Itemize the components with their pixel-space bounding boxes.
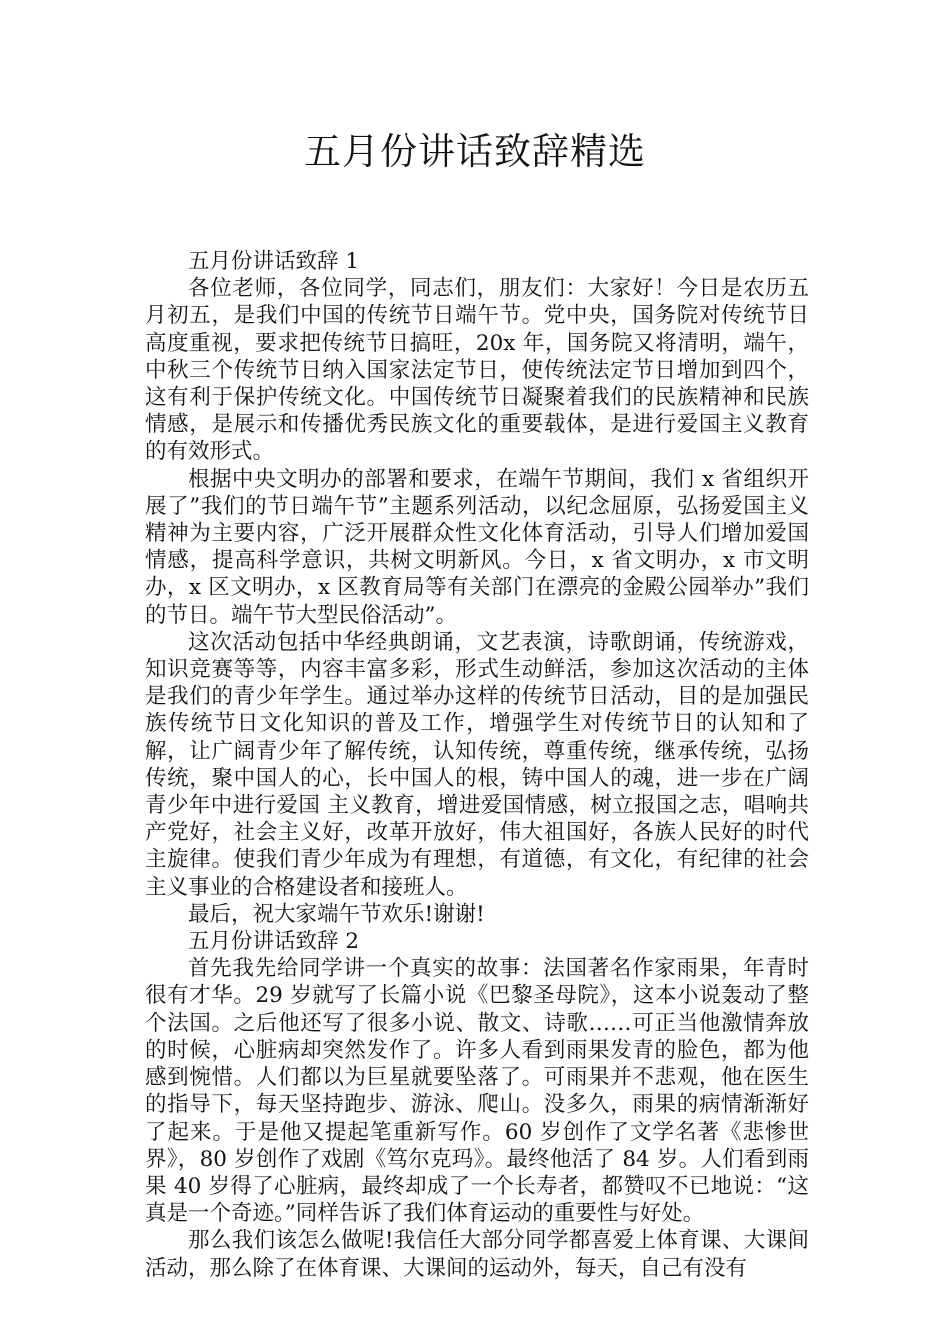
section-heading-2: 五月份讲话致辞 2	[188, 929, 360, 955]
paragraph: 这次活动包括中华经典朗诵，文艺表演，诗歌朗诵，传统游戏，知识竞赛等等，内容丰富多彩，形式生动鲜活，参加这次活动的主体是我们的青少年学生。通过举办这样的传统节日活动，目的是加强民族传统节日文化知识的普及工作，增强学生对传统节日的认知和了解，让广阔青少年了解传统，认知传统，尊重传统，继承传统，弘扬传统，聚中国人的心，长中国人的根，铸中国人的魂，进一步在广阔青少年中进行爱国 主义教育，增进爱国情感，树立报国之志，唱响共产党好，社会主义好，改革开放好，伟大祖国好，各族人民好的时代主旋律。使我们青少年成为有理想，有道德，有文化，有纪律的社会主义事业的合格建设者和接班人。	[145, 629, 809, 900]
document-title: 五月份讲话致辞精选	[304, 130, 646, 173]
closing-line: 最后，祝大家端午节欢乐!谢谢!	[188, 901, 485, 927]
document-body	[145, 248, 809, 1282]
paragraph: 根据中央文明办的部署和要求，在端午节期间，我们 x 省组织开展了”我们的节日端午节”主题系列活动，以纪念屈原，弘扬爱国主义精神为主要内容，广泛开展群众性文化体育活动，引导人们增加爱国情感，提高科学意识，共树文明新风。今日，x 省文明办，x 市文明办，x 区文明办，x 区教育局等有关部门在漂亮的金殿公园举办”我们的节日。端午节大型民俗活动”。	[145, 466, 809, 628]
section-heading-1: 五月份讲话致辞 1	[188, 249, 360, 274]
paragraph: 首先我先给同学讲一个真实的故事：法国著名作家雨果，年青时很有才华。29 岁就写了长篇小说《巴黎圣母院》，这本小说轰动了整个法国。之后他还写了很多小说、散文、诗歌……可正当他激情奔放的时候，心脏病却突然发作了。许多人看到雨果发青的脸色，都为他感到惋惜。人们都以为巨星就要坠落了。可雨果并不悲观，他在医生的指导下，每天坚持跑步、游泳、爬山。没多久，雨果的病情渐渐好了起来。于是他又提起笔重新写作。60 岁创作了文学名著《悲惨世界》，80 岁创作了戏剧《笃尔克玛》。最终他活了 84 岁。人们看到雨果 40 岁得了心脏病，最终却成了一个长寿者，都赞叹不已地说：“这真是一个奇迹。”同样告诉了我们体育运动的重要性与好处。	[145, 956, 809, 1227]
paragraph: 那么我们该怎么做呢!我信任大部分同学都喜爱上体育课、大课间活动，那么除了在体育课、大课间的运动外，每天，自己有没有	[145, 1228, 809, 1281]
paragraph: 各位老师，各位同学，同志们，朋友们：大家好！今日是农历五月初五，是我们中国的传统节日端午节。党中央，国务院对传统节日高度重视，要求把传统节日搞旺，20x 年，国务院又将清明，端午，中秋三个传统节日纳入国家法定节日，使传统法定节日增加到四个，这有利于保护传统文化。中国传统节日凝聚着我们的民族精神和民族情感，是展示和传播优秀民族文化的重要载体，是进行爱国主义教育的有效形式。	[145, 276, 809, 465]
